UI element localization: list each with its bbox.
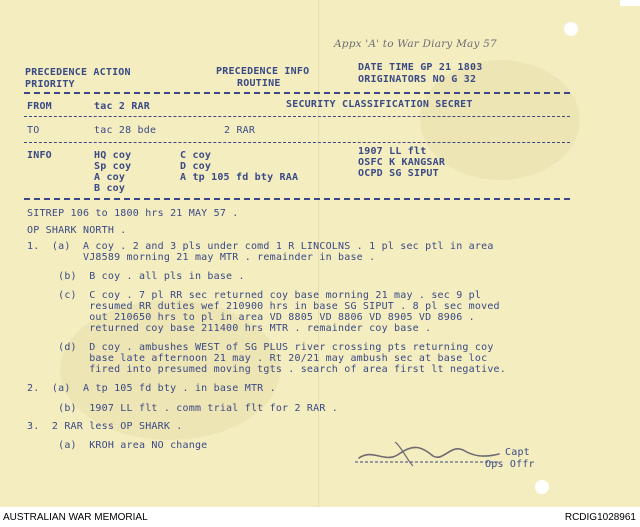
from-rule bbox=[24, 116, 570, 117]
precedence-action-value: PRIORITY bbox=[25, 79, 75, 90]
punch-hole bbox=[564, 22, 578, 36]
archive-footer bbox=[0, 507, 640, 527]
info-addressee: OCPD SG SIPUT bbox=[358, 168, 439, 179]
header-rule bbox=[24, 92, 570, 94]
info-addressee: A coy bbox=[94, 172, 126, 183]
to-rule bbox=[24, 142, 570, 143]
body-line: base late afternoon 21 may . Rt 20/21 may ambush sec at base loc bbox=[27, 353, 488, 364]
body-line: resumed RR duties wef 210900 hrs in base SG SIPUT . 8 pl sec moved bbox=[27, 301, 500, 312]
page-corner bbox=[620, 0, 640, 6]
originators-number: ORIGINATORS NO G 32 bbox=[358, 74, 477, 85]
precedence-info-value: ROUTINE bbox=[237, 78, 281, 89]
info-addressee: C coy bbox=[180, 150, 212, 161]
diary-annotation: Appx 'A' to War Diary May 57 bbox=[334, 38, 497, 50]
body-line: out 210650 hrs to pl in area VD 8805 VD 8806 VD 8905 VD 8906 . bbox=[27, 312, 475, 323]
precedence-info-label: PRECEDENCE INFO bbox=[216, 66, 310, 77]
info-addressee: D coy bbox=[180, 161, 212, 172]
body-line: (b) B coy . all pls in base . bbox=[27, 271, 245, 282]
info-addressee: B coy bbox=[94, 183, 126, 194]
info-addressee: OSFC K KANGSAR bbox=[358, 157, 446, 168]
signature-appointment: Ops Offr bbox=[485, 459, 535, 470]
info-addressee: Sp coy bbox=[94, 161, 132, 172]
to-value: tac 28 bde bbox=[94, 125, 157, 136]
body-line: 2. (a) A tp 105 fd bty . in base MTR . bbox=[27, 383, 276, 394]
date-time-group: DATE TIME GP 21 1803 bbox=[358, 62, 483, 73]
info-rule bbox=[24, 198, 570, 200]
from-value: tac 2 RAR bbox=[94, 101, 150, 112]
punch-hole bbox=[535, 480, 549, 494]
precedence-action-label: PRECEDENCE ACTION bbox=[25, 67, 131, 78]
body-line: 3. 2 RAR less OP SHARK . bbox=[27, 421, 183, 432]
info-addressee: HQ coy bbox=[94, 150, 132, 161]
from-label: FROM bbox=[27, 101, 52, 112]
body-line: (a) KROH area NO change bbox=[27, 440, 208, 451]
body-line: fired into presumed moving tgts . search of area first lt negative. bbox=[27, 364, 506, 375]
handwritten-signature bbox=[355, 436, 505, 470]
body-line: (b) 1907 LL flt . comm trial flt for 2 RAR . bbox=[27, 403, 339, 414]
info-addressee: 1907 LL flt bbox=[358, 146, 427, 157]
body-line: VJ8589 morning 21 may MTR . remainder in base . bbox=[27, 252, 376, 263]
signature-rank: Capt bbox=[505, 447, 530, 458]
to-value-2: 2 RAR bbox=[224, 125, 256, 136]
info-addressee: A tp 105 fd bty RAA bbox=[180, 172, 299, 183]
security-classification: SECURITY CLASSIFICATION SECRET bbox=[286, 99, 473, 110]
archive-name: AUSTRALIAN WAR MEMORIAL bbox=[3, 512, 148, 523]
body-line: returned coy base 211400 hrs MTR . remainder coy base . bbox=[27, 323, 432, 334]
body-line: (c) C coy . 7 pl RR sec returned coy base morning 21 may . sec 9 pl bbox=[27, 290, 482, 301]
operation-heading: OP SHARK NORTH . bbox=[27, 225, 127, 236]
body-line: 1. (a) A coy . 2 and 3 pls under comd 1 R LINCOLNS . 1 pl sec ptl in area bbox=[27, 241, 494, 252]
archive-reference: RCDIG1028961 bbox=[564, 512, 636, 523]
to-label: TO bbox=[27, 125, 40, 136]
body-line: (d) D coy . ambushes WEST of SG PLUS river crossing pts returning coy bbox=[27, 342, 494, 353]
sitrep-heading: SITREP 106 to 1800 hrs 21 MAY 57 . bbox=[27, 208, 239, 219]
info-label: INFO bbox=[27, 150, 52, 161]
